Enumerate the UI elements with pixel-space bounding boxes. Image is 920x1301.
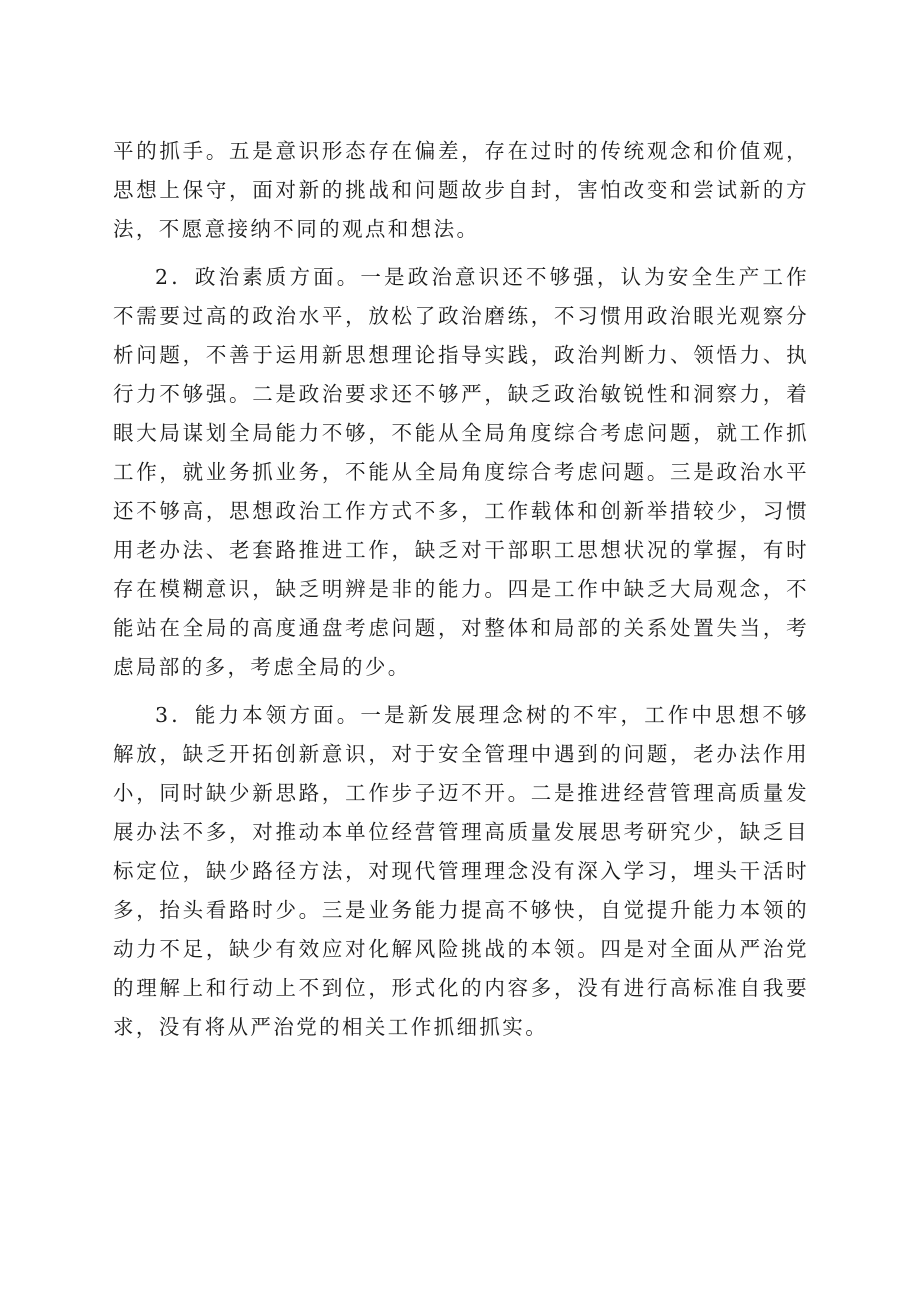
paragraph-political-quality: 2．政治素质方面。一是政治意识还不够强，认为安全生产工作不需要过高的政治水平，放松了政治磨练，不习惯用政治眼光观察分析问题，不善于运用新思想理论指导实践，政治判断力、领悟力、执行力不够强。二是政治要求还不够严，缺乏政治敏锐性和洞察力，着眼大局谋划全局能力不够，不能从全局角度综合考虑问题，就工作抓工作，就业务抓业务，不能从全局角度综合考虑问题。三是政治水平还不够高，思想政治工作方式不多，工作载体和创新举措较少，习惯用老办法、老套路推进工作，缺乏对干部职工思想状况的掌握，有时存在模糊意识，缺乏明辨是非的能力。四是工作中缺乏大局观念，不能站在全局的高度通盘考虑问题，对整体和局部的关系处置失当，考虑局部的多，考虑全局的少。 bbox=[113, 265, 809, 679]
document-body bbox=[113, 132, 809, 1047]
paragraph-ability: 3．能力本领方面。一是新发展理念树的不牢，工作中思想不够解放，缺乏开拓创新意识，对于安全管理中遇到的问题，老办法作用小，同时缺少新思路，工作步子迈不开。二是推进经营管理高质量发展办法不多，对推动本单位经营管理高质量发展思考研究少，缺乏目标定位，缺少路径方法，对现代管理理念没有深入学习，埋头干活时多，抬头看路时少。三是业务能力提高不够快，自觉提升能力本领的动力不足，缺少有效应对化解风险挑战的本领。四是对全面从严治党的理解上和行动上不到位，形式化的内容多，没有进行高标准自我要求，没有将从严治党的相关工作抓细抓实。 bbox=[113, 703, 809, 1039]
paragraph-continuation: 平的抓手。五是意识形态存在偏差，存在过时的传统观念和价值观，思想上保守，面对新的挑战和问题故步自封，害怕改变和尝试新的方法，不愿意接纳不同的观点和想法。 bbox=[113, 139, 809, 241]
